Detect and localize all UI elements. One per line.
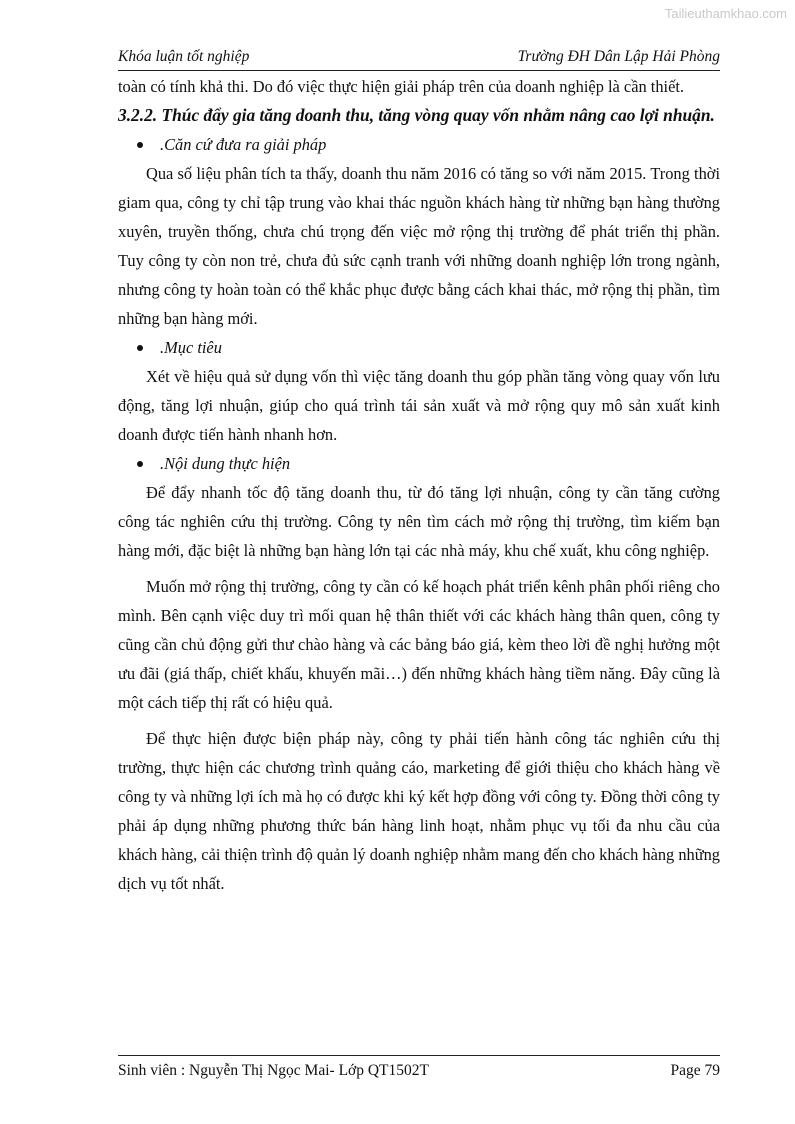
paragraph-basis: Qua số liệu phân tích ta thấy, doanh thu năm 2016 có tăng so với năm 2015. Trong thời giam qua, công ty chỉ tập trung vào khai thác nguồn khách hàng từ những bạn hàng thường xuyên, truyền thống, chưa chú trọng đến việc mở rộng thị trường để phát triển thị phần. Tuy công ty còn non trẻ, chưa đủ sức cạnh tranh với những doanh nghiệp lớn trong ngành, nhưng công ty hoàn toàn có thể khắc phục được bằng cách khai thác, mở rộng thị phần, tìm những bạn hàng mới.: [118, 164, 720, 328]
page-footer: [118, 1055, 720, 1080]
bullet-dot-icon: [137, 142, 143, 148]
paragraph-implementation-1: Để đẩy nhanh tốc độ tăng doanh thu, từ đó tăng lợi nhuận, công ty cần tăng cường công tác nghiên cứu thị trường. Công ty nên tìm cách mở rộng thị trường, tìm kiếm bạn hàng mới, đặc biệt là những bạn hàng lớn tại các nhà máy, khu chế xuất, khu công nghiệp.: [118, 483, 720, 560]
continuation-paragraph: toàn có tính khả thi. Do đó việc thực hiện giải pháp trên của doanh nghiệp là cần thiết.: [118, 77, 684, 96]
watermark: Tailieuthamkhao.com: [664, 6, 787, 21]
bullet-objective: [118, 333, 720, 362]
bullet-dot-icon: [137, 461, 143, 467]
bullet-basis: [118, 130, 720, 159]
page-number: Page 79: [670, 1062, 720, 1079]
paragraph-implementation-3: Để thực hiện được biện pháp này, công ty phải tiến hành công tác nghiên cứu thị trường, thực hiện các chương trình quảng cáo, marketing để giới thiệu cho khách hàng về công ty và những lợi ích mà họ có được khi ký kết hợp đồng với công ty. Đồng thời công ty phải áp dụng những phương thức bán hàng linh hoạt, nhằm phục vụ tối đa nhu cầu của khách hàng, cải thiện trình độ quản lý doanh nghiệp nhằm mang đến cho khách hàng những dịch vụ tốt nhất.: [118, 729, 720, 893]
page-header: [118, 48, 720, 71]
header-thesis-title: Khóa luận tốt nghiệp: [118, 48, 250, 65]
bullet-objective-label: .Mục tiêu: [160, 338, 222, 357]
header-school-name: Trường ĐH Dân Lập Hải Phòng: [517, 48, 720, 65]
paragraph-implementation-2: Muốn mở rộng thị trường, công ty cần có kế hoạch phát triển kênh phân phối riêng cho mình. Bên cạnh việc duy trì mối quan hệ thân thiết với các khách hàng thân quen, công ty cũng cần chủ động gửi thư chào hàng và các bảng báo giá, kèm theo lời đề nghị hưởng một ưu đãi (giá thấp, chiết khấu, khuyến mãi…) đến những khách hàng tiềm năng. Đây cũng là một cách tiếp thị rất có hiệu quả.: [118, 577, 720, 712]
paragraph-objective: Xét về hiệu quả sử dụng vốn thì việc tăng doanh thu góp phần tăng vòng quay vốn lưu động, tăng lợi nhuận, giúp cho quá trình tái sản xuất và mở rộng quy mô sản xuất kinh doanh được tiến hành nhanh hơn.: [118, 367, 720, 444]
bullet-basis-label: .Căn cứ đưa ra giải pháp: [160, 135, 327, 154]
bullet-implementation-label: .Nội dung thực hiện: [160, 454, 291, 473]
bullet-dot-icon: [137, 345, 143, 351]
page-content: [118, 72, 720, 898]
section-heading: 3.2.2. Thúc đẩy gia tăng doanh thu, tăng vòng quay vốn nhằm nâng cao lợi nhuận.: [118, 105, 715, 125]
footer-student-info: Sinh viên : Nguyễn Thị Ngọc Mai- Lớp QT1502T: [118, 1062, 429, 1079]
bullet-implementation: [118, 449, 720, 478]
